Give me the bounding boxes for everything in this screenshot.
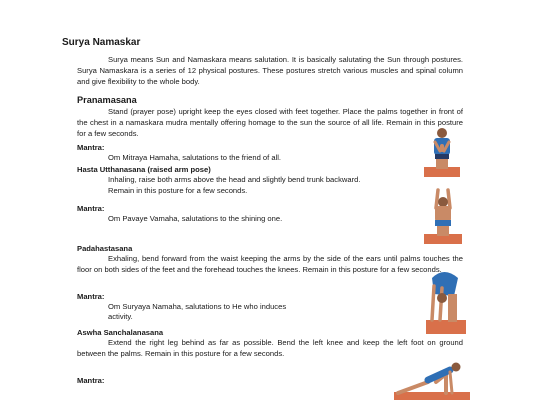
hasta-mantra-text: Om Pavaye Vamaha, salutations to the shining one. <box>108 214 283 223</box>
shorts <box>435 220 451 226</box>
head <box>437 293 447 303</box>
shorts <box>435 154 449 159</box>
back <box>432 272 458 296</box>
pada-heading: Padahastasana <box>77 244 133 253</box>
hasta-heading: Hasta Utthanasana (raised arm pose) <box>77 165 211 174</box>
torso <box>435 206 451 222</box>
hasta-mantra-label: Mantra: <box>77 204 105 213</box>
head <box>437 128 447 138</box>
pranamasana-mantra-text: Om Mitraya Hamaha, salutations to the friend of all. <box>108 153 282 162</box>
pose-hasta-utthanasana-figure <box>420 186 466 244</box>
mat <box>394 392 470 400</box>
back-leg <box>398 382 428 393</box>
ashwa-mantra-label: Mantra: <box>77 376 105 385</box>
pranamasana-heading: Pranamasana <box>77 95 137 105</box>
head <box>438 197 448 207</box>
pose-ashwa-sanchalanasana-figure <box>392 360 472 400</box>
intro-paragraph: Surya means Sun and Namaskara means salutation. It is basically salutating the Sun through postures. Surya Namaskara is a series of 12 physical postures. These postures stretch various muscles and spinal column and give flexibility to the whole body. <box>77 55 463 87</box>
pranamasana-mantra-label: Mantra: <box>77 143 105 152</box>
mat <box>426 320 466 334</box>
hasta-line-2: Remain in this posture for a few seconds. <box>108 186 248 195</box>
pada-body: Exhaling, bend forward from the waist keeping the arms by the side of the ears until palms touches the floor on both sides of the feet and the forehead touches the knees. Remain in this posture for a few seconds. <box>77 254 463 275</box>
legs <box>448 294 457 322</box>
palms <box>440 144 444 152</box>
pose-padahastasana-figure <box>420 268 470 334</box>
pranamasana-body: Stand (prayer pose) upright keep the eyes closed with feet together. Place the palms together in front of the chest in a namaskara mudra mentally offering homage to the sun the source of all life. Remain in this posture for a few seconds. <box>77 107 463 139</box>
pose-pranamasana-figure <box>418 127 466 177</box>
ashwa-body: Extend the right leg behind as far as possible. Bend the left knee and keep the left foot on ground between the palms. Remain in this posture for a few seconds. <box>77 338 463 359</box>
legs <box>437 226 449 236</box>
pada-mantra-line-1: Om Suryaya Namaha, salutations to He who induces <box>108 302 287 311</box>
pada-mantra-label: Mantra: <box>77 292 105 301</box>
arms <box>450 372 452 393</box>
ashwa-heading: Aswha Sanchalanasana <box>77 328 164 337</box>
pada-mantra-line-2: activity. <box>108 312 133 321</box>
page-title: Surya Namaskar <box>62 37 141 48</box>
hasta-line-1: Inhaling, raise both arms above the head and slightly bend trunk backward. <box>108 175 361 184</box>
head <box>452 363 461 372</box>
